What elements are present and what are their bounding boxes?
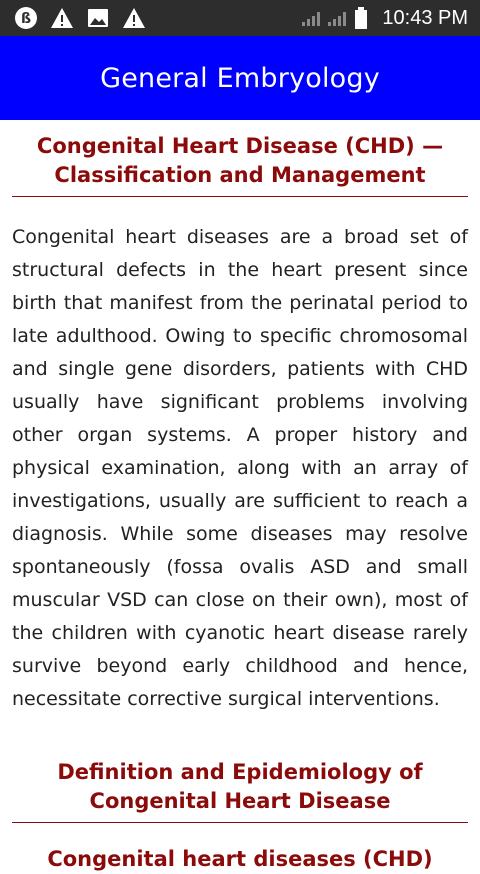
- app-title: General Embryology: [100, 62, 380, 94]
- signal-icon: [328, 10, 346, 26]
- system-icons: [302, 5, 468, 31]
- svg-text:ß: ß: [20, 11, 32, 27]
- warning-icon: [50, 6, 74, 30]
- section-title: Definition and Epidemiology of Congenital Heart Disease: [57, 760, 423, 813]
- image-icon: [86, 6, 110, 30]
- b-circle-icon: [14, 6, 38, 30]
- battery-icon: [354, 6, 368, 30]
- signal-icon: [302, 10, 320, 26]
- notification-icons: [14, 5, 146, 31]
- body-paragraph: Congenital heart diseases are a broad set of structural defects in the heart present since birth that manifest from the perinatal period to late adulthood. Owing to specific chromosomal and single gene disorders, patients with CHD usually have significant problems involving other organ systems. A proper history and physical examination, along with an array of investigations, usually are sufficient to reach a diagnosis. While some diseases may resolve spontaneously (fossa ovalis ASD and small muscular VSD can close on their own), most of the children with cyanotic heart disease rarely survive beyond early childhood and hence, necessitate corrective surgical interventions.: [12, 226, 468, 710]
- article-content[interactable]: [12, 120, 468, 874]
- status-bar: [0, 0, 480, 36]
- clock: 10:43 PM: [382, 6, 468, 29]
- section-title-partial: Congenital heart diseases (CHD): [47, 847, 433, 871]
- warning-icon: [122, 6, 146, 30]
- section-divider: [12, 822, 468, 823]
- section-title: Congenital Heart Disease (CHD) — Classification and Management: [36, 134, 444, 187]
- section-divider: [12, 196, 468, 197]
- app-bar: [0, 36, 480, 120]
